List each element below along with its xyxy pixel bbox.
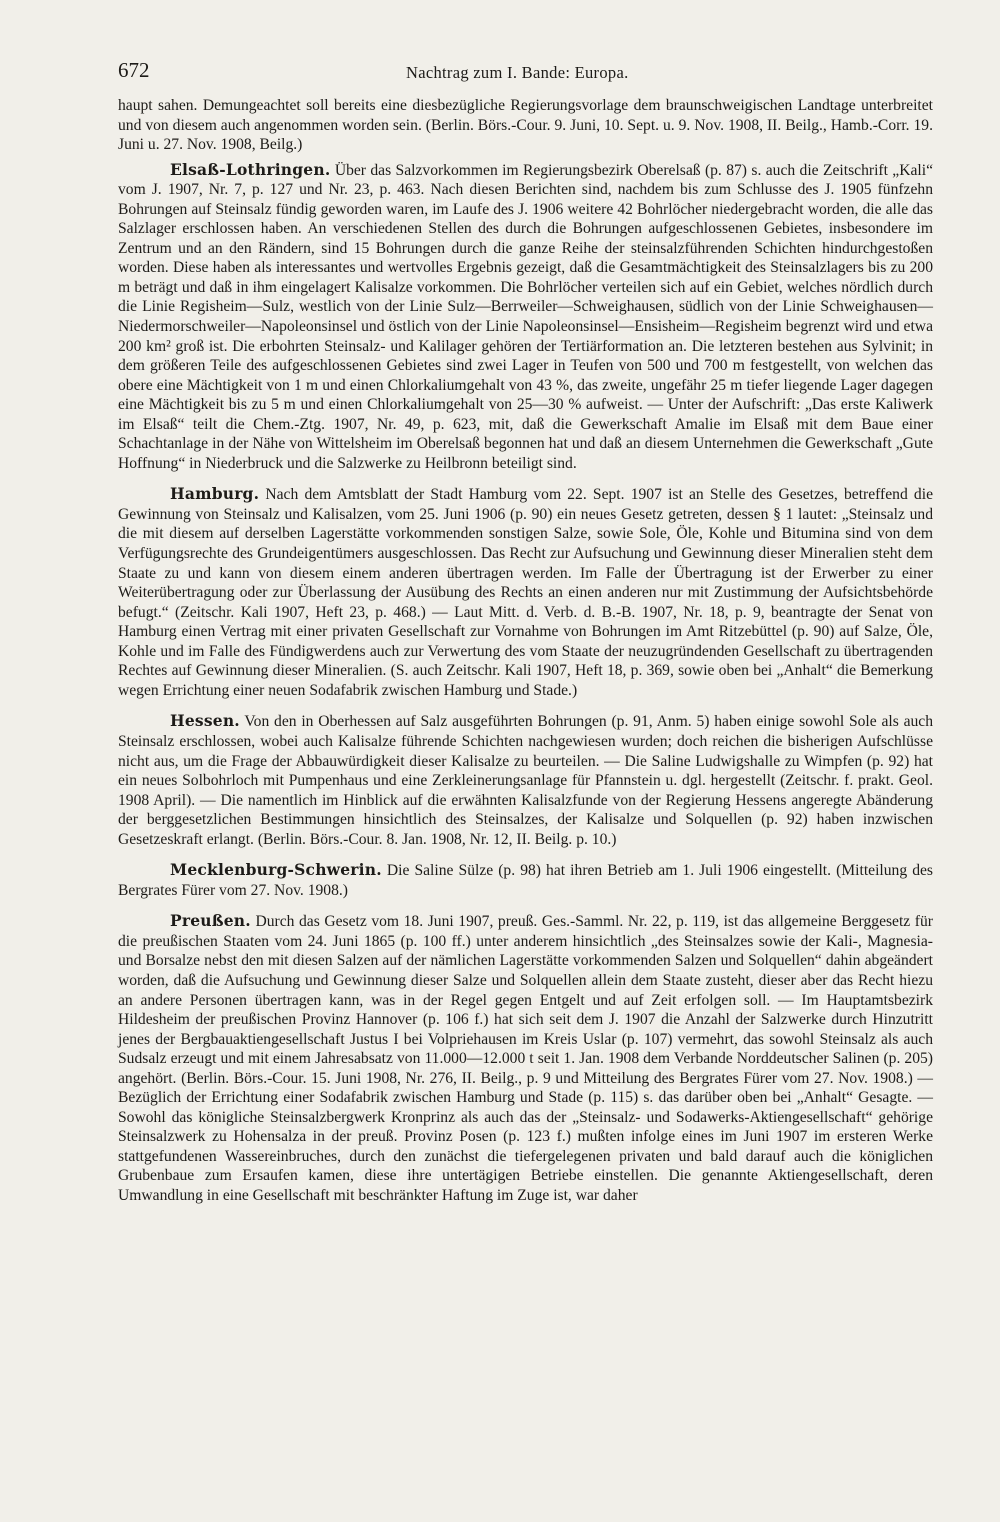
section-heading: Preußen. <box>170 911 251 931</box>
paragraph-text: Durch das Gesetz vom 18. Juni 1907, preuß. Ges.-Samml. Nr. 22, p. 119, ist das allgemeine Berggesetz für die preußischen Staaten vom 24. Juni 1865 (p. 100 ff.) unter anderem hinsichtlich „des Steinsalzes sowie der Kali-, Magnesia- und Borsalze nebst den mit diesen Salzen auf der nämlichen Lagerstätte vorkommenden Salzen und Solquellen“ dahin abgeändert worden, daß die Aufsuchung und Gewinnung dieser Salze und Solquellen allein dem Staate zusteht, dieser aber das Recht hiezu an andere Personen übertragen kann, was in der Regel gegen Entgelt und auf Zeit erfolgen soll. — Im Hauptamtsbezirk Hildesheim der preußischen Provinz Hannover (p. 106 f.) hat sich seit dem J. 1907 die Anzahl der Salzwerke durch Hinzutritt jenes der Bergbauaktiengesellschaft Justus I bei Volpriehausen im Kreis Uslar (p. 107) vermehrt, das sowohl Steinsalz als auch Sudsalz erzeugt und mit einem Jahresabsatz von 11.000—12.000 t seit 1. Jan. 1908 dem Verbande Norddeutscher Salinen (p. 205) angehört. (Berlin. Börs.-Cour. 15. Juni 1908, Nr. 276, II. Beilg., p. 9 und Mitteilung des Bergrates Fürer vom 27. Nov. 1908.) — Bezüglich der Errichtung einer Sodafabrik zwischen Hamburg und Stade (p. 115) s. das darüber oben bei „Anhalt“ Gesagte. — Sowohl das königliche Steinsalzbergwerk Kronprinz als auch das der „Steinsalz- und Sodawerks-Aktiengesellschaft“ gehörige Steinsalzwerk zu Hohensalza in der preuß. Provinz Posen (p. 123 f.) mußten infolge eines im Juni 1907 im ersteren Werke stattgefundenen Wassereinbruches, durch den zunächst die tiefergelegenen privaten und bald darauf auch die königlichen Grubenbaue zum Ersaufen kamen, diese ihre untertägigen Betriebe einstellen. Die genannte Aktiengesellschaft, deren Umwandlung in eine Gesellschaft mit beschränkter Haftung im Zuge ist, war daher <box>118 913 933 1204</box>
paragraph-text: Nach dem Amtsblatt der Stadt Hamburg vom 22. Sept. 1907 ist an Stelle des Gesetzes, betreffend die Gewinnung von Steinsalz und Kalisalzen, vom 25. Juni 1906 (p. 90) ein neues Gesetz getreten, dessen § 1 lautet: „Steinsalz und die mit diesem auf derselben Lagerstätte vorkommenden sonstigen Salze, sowie Sole, Öle, Kohle und Bitumina sind von dem Verfügungsrechte des Grundeigentümers ausgeschlossen. Das Recht zur Aufsuchung und Gewinnung dieser Mineralien steht dem Staate zu und kann von diesem einem anderen übertragen werden. Im Falle der Übertragung ist der Erwerber zu einer Weiterübertragung oder zur Überlassung der Ausübung des Rechts an einen anderen nur mit Zustimmung der Aufsichtsbehörde befugt.“ (Zeitschr. Kali 1907, Heft 23, p. 468.) — Laut Mitt. d. Verb. d. B.-B. 1907, Nr. 18, p. 9, beantragte der Senat von Hamburg einen Vertrag mit einer privaten Gesellschaft zur Vornahme von Bohrungen im Amt Ritzebüttel (p. 90) auf Salze, Öle, Kohle und im Falle des Fündigwerdens auch zur Verwertung des vom Staate der neuzugründenden Gesellschaft zu übertragenden Rechtes auf Gewinnung dieser Mineralien. (S. auch Zeitschr. Kali 1907, Heft 18, p. 369, sowie oben bei „Anhalt“ die Bemerkung wegen Errichtung einer neuen Sodafabrik zwischen Hamburg und Stade.) <box>118 486 933 699</box>
paragraph-text: Die Saline Sülze (p. 98) hat ihren Betrieb am 1. Juli 1906 eingestellt. (Mitteilung des Bergrates Fürer vom 27. Nov. 1908.) <box>118 862 933 899</box>
body-text <box>118 96 933 1206</box>
section-preussen <box>118 911 933 1205</box>
section-heading: Mecklenburg-Schwerin. <box>170 860 382 880</box>
section-heading: Elsaß-Lothringen. <box>170 159 331 179</box>
section-heading: Hamburg. <box>170 484 260 504</box>
page-number: 672 <box>118 58 150 82</box>
section-mecklenburg-schwerin <box>118 860 933 900</box>
running-head: Nachtrag zum I. Bande: Europa. <box>406 63 629 82</box>
paragraph-text: Von den in Oberhessen auf Salz ausgeführten Bohrungen (p. 91, Anm. 5) haben einige sowohl Sole als auch Steinsalz erschlossen, wobei auch Kalisalze führende Schichten nachgewiesen wurden; doch reichen die bisherigen Aufschlüsse nicht aus, um die Frage der Abbauwürdigkeit dieser Kalisalze zu beurteilen. — Die Saline Ludwigshalle zu Wimpfen (p. 92) hat ein neues Solbohrloch mit Pumpenhaus und eine Zerkleinerungsanlage für Pfannstein u. dgl. hergestellt (Zeitschr. f. prakt. Geol. 1908 April). — Die namentlich im Hinblick auf die erwähnten Kalisalzfunde von der Regierung Hessens angeregte Abänderung der berggesetzlichen Bestimmungen hinsichtlich des Steinsalzes, der Kalisalze und Solquellen (p. 92) haben inzwischen Gesetzeskraft erlangt. (Berlin. Börs.-Cour. 8. Jan. 1908, Nr. 12, II. Beilg. p. 10.) <box>118 713 934 848</box>
section-elsass-lothringen <box>118 160 933 474</box>
page-header <box>118 58 930 88</box>
paragraph-continued <box>118 96 933 155</box>
paragraph-text: haupt sahen. Demungeachtet soll bereits eine diesbezügliche Regierungsvorlage dem braunschweigischen Landtage unterbreitet und von diesem auch angenommen worden sein. (Berlin. Börs.-Cour. 9. Juni, 10. Sept. u. 9. Nov. 1908, II. Beilg., Hamb.-Corr. 19. Juni u. 27. Nov. 1908, Beilg.) <box>118 97 933 154</box>
section-hessen <box>118 711 933 849</box>
section-hamburg <box>118 484 933 700</box>
paragraph-text: Über das Salzvorkommen im Regierungsbezirk Oberelsaß (p. 87) s. auch die Zeitschrift „Kali“ vom J. 1907, Nr. 7, p. 127 und Nr. 23, p. 463. Nach diesen Berichten sind, nachdem bis zum Schlusse des J. 1905 fünfzehn Bohrungen auf Steinsalz fündig geworden waren, im Laufe des J. 1906 weitere 42 Bohrlöcher niedergebracht worden, die alle das Salzlager erschlossen haben. An verschiedenen Stellen des durch die Bohrungen aufgeschlossenen Gebietes, insbesondere im Zentrum und an den Rändern, sind 15 Bohrungen durch die ganze Reihe der steinsalzführenden Schichten hindurchgestoßen worden. Diese haben als interessantes und wertvolles Ergebnis gezeigt, daß die Gesamtmächtigkeit des Steinsalzlagers bis zu 200 m beträgt und daß in ihm eingelagert Kalisalze vorkommen. Die Bohrlöcher verteilen sich auf ein Gebiet, welches nördlich durch die Linie Regisheim—Sulz, westlich von der Linie Sulz—Berrweiler—Schweighausen, südlich von der Linie Schweighausen—Niedermorschweiler—Napoleonsinsel und östlich von der Linie Napoleonsinsel—Ensisheim—Regisheim begrenzt wird und etwa 200 km² groß ist. Die erbohrten Steinsalz- und Kalilager gehören der Tertiärformation an. Die letzteren bestehen aus Sylvinit; in dem größeren Teile des aufgeschlossenen Gebietes sind zwei Lager in Teufen von 500 und 700 m festgestellt, von welchen das obere eine Mächtigkeit von 1 m und einen Chlorkaliumgehalt von 43 %, das zweite, ungefähr 25 m tiefer liegende Lager dagegen eine Mächtigkeit bis zu 5 m und einen Chlorkaliumgehalt von 25—30 % aufweist. — Unter der Aufschrift: „Das erste Kaliwerk im Elsaß“ teilt die Chem.-Ztg. 1907, Nr. 49, p. 623, mit, daß die Gewerkschaft Amalie im Elsaß mit dem Baue einer Schachtanlage in der Nähe von Wittelsheim im Oberelsaß begonnen hat und daß an diesem Unternehmen die Gewerkschaft „Gute Hoffnung“ in Niederbruck und die Salzwerke zu Heilbronn beteiligt sind. <box>118 161 933 472</box>
section-heading: Hessen. <box>170 711 240 731</box>
